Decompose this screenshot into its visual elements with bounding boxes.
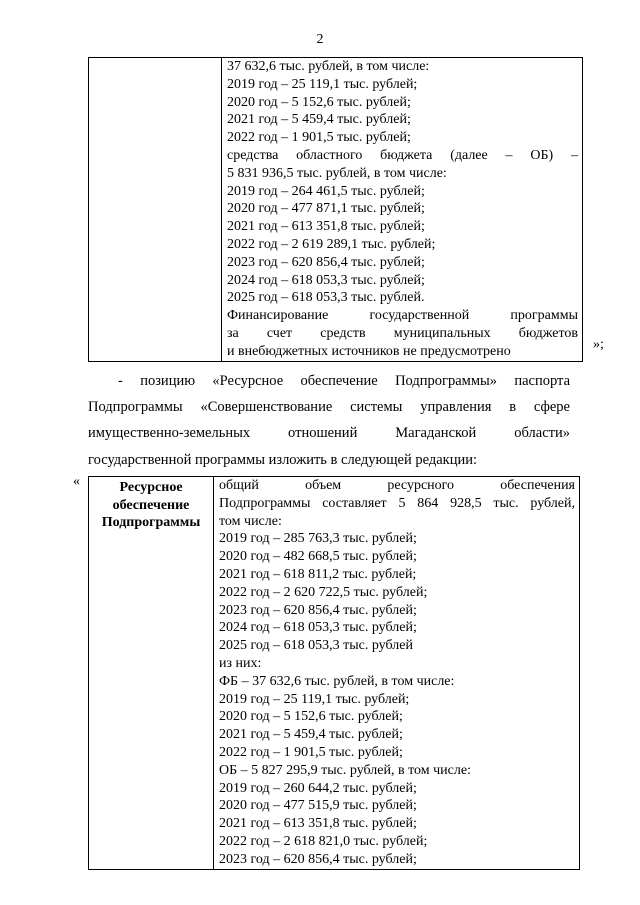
table1-line: 2022 год – 1 901,5 тыс. рублей;	[227, 130, 411, 146]
table1-line: средства областного бюджета (далее – ОБ) –	[227, 147, 578, 163]
table1-line: 2021 год – 613 351,8 тыс. рублей;	[227, 219, 425, 235]
table2-line: 2020 год – 482 668,5 тыс. рублей;	[219, 549, 417, 565]
paragraph-line	[88, 424, 570, 442]
table2-line: 2022 год – 2 620 722,5 тыс. рублей;	[219, 584, 428, 600]
table2-line: 2025 год – 618 053,3 тыс. рублей	[219, 638, 413, 654]
table2-line: 2021 год – 613 351,8 тыс. рублей;	[219, 816, 417, 832]
table2-line: общий объем ресурсного обеспечения	[219, 478, 575, 493]
table2-line: том числе:	[219, 513, 282, 529]
table2-line: 2023 год – 620 856,4 тыс. рублей;	[219, 851, 417, 867]
paragraph-line	[88, 398, 570, 416]
table1-line: 2019 год – 264 461,5 тыс. рублей;	[227, 183, 425, 199]
table2-line: ОБ – 5 827 295,9 тыс. рублей, в том числе:	[219, 762, 471, 778]
table2-line: 2022 год – 2 618 821,0 тыс. рублей;	[219, 833, 428, 849]
table1-line: 2024 год – 618 053,3 тыс. рублей;	[227, 272, 425, 288]
table2-content-cell	[214, 477, 580, 870]
table2-line: ФБ – 37 632,6 тыс. рублей, в том числе:	[219, 673, 455, 689]
resource-table-new	[88, 476, 580, 870]
table2-line: из них:	[219, 655, 262, 671]
table2-line: 2019 год – 260 644,2 тыс. рублей;	[219, 780, 417, 796]
closing-quote: »;	[593, 337, 604, 352]
table1-line: и внебюджетных источников не предусмотрено	[227, 343, 511, 359]
paragraph-line	[88, 372, 570, 390]
paragraph-line-4: государственной программы изложить в следующей редакции:	[88, 452, 478, 468]
paragraph-line	[88, 451, 570, 469]
table2-header: Ресурсное обеспечение Подпрограммы	[101, 480, 201, 530]
table1-line: 2025 год – 618 053,3 тыс. рублей.	[227, 290, 425, 306]
table1-line: Финансирование государственной программы	[227, 308, 578, 324]
table2-line: 2021 год – 5 459,4 тыс. рублей;	[219, 727, 403, 743]
table1-line: 2020 год – 5 152,6 тыс. рублей;	[227, 94, 411, 110]
table1-line: 5 831 936,5 тыс. рублей, в том числе:	[227, 165, 447, 181]
table2-line: 2022 год – 1 901,5 тыс. рублей;	[219, 744, 403, 760]
paragraph-line-3: имущественно-земельных отношений Магаданской области»	[88, 425, 570, 441]
table1-line: за счет средств муниципальных бюджетов	[227, 325, 578, 341]
table2-line: Подпрограммы составляет 5 864 928,5 тыс. рублей,	[219, 495, 575, 511]
table2-line: 2020 год – 477 515,9 тыс. рублей;	[219, 798, 417, 814]
opening-quote: «	[73, 474, 80, 489]
table2-line: 2020 год – 5 152,6 тыс. рублей;	[219, 709, 403, 725]
table1-left-cell	[89, 58, 222, 362]
table1-line: 2022 год – 2 619 289,1 тыс. рублей;	[227, 236, 436, 252]
table2-line: 2019 год – 285 763,3 тыс. рублей;	[219, 531, 417, 547]
table1-line: 37 632,6 тыс. рублей, в том числе:	[227, 59, 430, 74]
resource-table-continued	[88, 57, 583, 362]
table1-line: 2023 год – 620 856,4 тыс. рублей;	[227, 254, 425, 270]
table2-line: 2019 год – 25 119,1 тыс. рублей;	[219, 691, 410, 707]
table2-line: 2024 год – 618 053,3 тыс. рублей;	[219, 620, 417, 636]
table2-header-cell	[89, 477, 214, 870]
table1-right-cell	[222, 58, 583, 362]
page-number: 2	[316, 32, 324, 47]
table1-line: 2020 год – 477 871,1 тыс. рублей;	[227, 201, 425, 217]
paragraph-line-1: - позицию «Ресурсное обеспечение Подпрограммы» паспорта	[118, 373, 570, 389]
table1-line: 2021 год – 5 459,4 тыс. рублей;	[227, 112, 411, 128]
table2-line: 2023 год – 620 856,4 тыс. рублей;	[219, 602, 417, 618]
table1-line: 2019 год – 25 119,1 тыс. рублей;	[227, 76, 418, 92]
paragraph-line-2: Подпрограммы «Совершенствование системы управления в сфере	[88, 399, 570, 415]
table2-line: 2021 год – 618 811,2 тыс. рублей;	[219, 566, 417, 582]
